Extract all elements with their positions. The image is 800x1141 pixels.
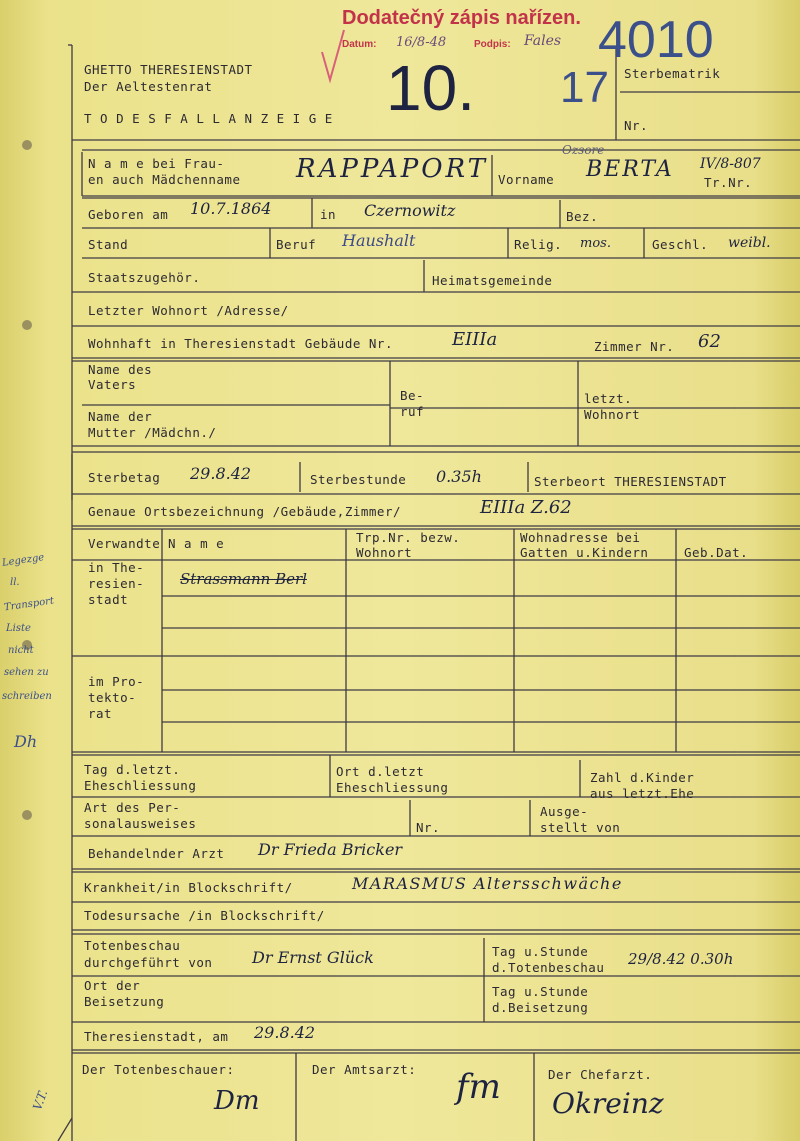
tag-beschau-label-2: d.Totenbeschau [492,960,605,975]
totenschau-label-2: durchgeführt von [84,955,213,970]
ausweis-label-2: sonalausweises [84,816,197,831]
signature-chefarzt: Okreinz [552,1087,664,1120]
name-label-1: N a m e bei Frau- [88,156,225,171]
kinder-label-2: aus letzt.Ehe [590,786,695,801]
wohnort-label: Letzter Wohnort /Adresse/ [88,303,289,318]
vater-label-2: Vaters [88,377,137,392]
margin-note-line: nicht [8,645,34,656]
stamp-datum-label: Datum: [342,39,377,50]
tag-beisetzung-label-2: d.Beisetzung [492,1000,589,1015]
margin-note-line: Legezge [1,552,45,569]
beruf-label: Beruf [276,237,317,252]
kinder-label-1: Zahl d.Kinder [590,770,695,785]
signature-amtsarzt: fm [456,1067,501,1107]
bez-label: Bez. [566,209,599,224]
header-ghetto: GHETTO THERESIENSTADT [84,62,253,77]
stamp-podpis-label: Podpis: [474,39,511,50]
ausweis-label-1: Art des Per- [84,800,181,815]
ausweis-nr-label: Nr. [416,820,441,835]
ort-label: Genaue Ortsbezeichnung /Gebäude,Zimmer/ [88,504,401,519]
wohnhaft-label: Wohnhaft in Theresienstadt Gebäude Nr. [88,336,393,351]
mutter-label-1: Name der [88,409,153,424]
surname-value: RAPPAPORT [296,154,489,184]
wohnhaft-value: EIIIa [452,329,498,350]
birthplace-value: Czernowitz [364,201,456,220]
chefarzt-label: Der Chefarzt. [548,1067,653,1082]
form-title: T O D E S F A L L A N Z E I G E [84,111,333,126]
krankheit-value: MARASMUS Altersschwäche [352,874,623,893]
tag-ehe-label-1: Tag d.letzt. [84,762,181,777]
margin-note-line: Transport [3,595,55,614]
col-verwandte: Verwandte [88,536,161,551]
section-theresienstadt-1: in The- [88,560,145,575]
section-protektorat-2: tekto- [88,690,137,705]
col-adresse-1: Wohnadresse bei [520,530,641,545]
sterbematrik-label: Sterbematrik [624,66,721,81]
transport-number-value: IV/8-807 [700,156,761,172]
col-trp-2: Wohnort [356,545,413,560]
parents-beruf-label-2: ruf [400,404,425,419]
ort-value: EIIIa Z.62 [480,497,572,518]
parents-wohnort-label-1: letzt. [584,391,633,406]
sterbematrik-nr-label: Nr. [624,118,649,133]
vorname-label: Vorname [498,172,555,187]
section-theresienstadt-2: resien- [88,576,145,591]
section-theresienstadt-3: stadt [88,592,129,607]
relative-entry-name: Strassmann Berl [180,570,307,588]
sterbetag-value: 29.8.42 [190,464,252,483]
ausgestellt-label-2: stellt von [540,820,621,835]
stamp-title: Dodatečný zápis nařízen. [342,7,581,29]
sterbestunde-value: 0.35h [436,467,482,486]
ort-ehe-label-2: Eheschliessung [336,780,449,795]
margin-note-line: schreiben [2,691,52,702]
tag-beschau-label-1: Tag u.Stunde [492,944,589,959]
place-label: Theresienstadt, am [84,1029,229,1044]
margin-note-line: Liste [6,623,31,634]
in-label: in [320,207,337,222]
header-council: Der Aeltestenrat [84,79,213,94]
sterbetag-label: Sterbetag [88,470,161,485]
signature-totenbeschauer: Dm [214,1086,260,1116]
number-top: 4010 [598,11,714,69]
totenschau-label-1: Totenbeschau [84,938,181,953]
number-big: 10. [386,52,475,124]
staat-label: Staatszugehör. [88,270,201,285]
section-protektorat-3: rat [88,706,113,721]
zimmer-label: Zimmer Nr. [594,339,675,354]
geboren-label: Geboren am [88,207,169,222]
col-trp-1: Trp.Nr. bezw. [356,530,461,545]
vorname-note: Ozsore [562,143,605,157]
tag-ehe-label-2: Eheschliessung [84,778,197,793]
ausgestellt-label-1: Ausge- [540,804,589,819]
margin-note-initials: Dh [14,732,38,751]
zimmer-value: 62 [698,331,721,352]
ursache-label: Todesursache /in Blockschrift/ [84,908,325,923]
section-protektorat-1: im Pro- [88,674,145,689]
geschl-value: weibl. [728,235,771,251]
tag-beisetzung-label-1: Tag u.Stunde [492,984,589,999]
beisetzung-label-2: Beisetzung [84,994,165,1009]
krankheit-label: Krankheit/in Blockschrift/ [84,880,293,895]
tag-beschau-value: 29/8.42 0.30h [628,950,734,968]
geboren-value: 10.7.1864 [190,199,272,218]
amtsarzt-label: Der Amtsarzt: [312,1062,417,1077]
corner-note: V.T. [30,1088,51,1112]
sterbeort-label: Sterbeort THERESIENSTADT [534,474,727,489]
col-name: N a m e [168,536,225,551]
sterbestunde-label: Sterbestunde [310,472,407,487]
parents-beruf-label-1: Be- [400,388,425,403]
ort-ehe-label-1: Ort d.letzt [336,764,425,779]
stamp-podpis-value: Fales [524,33,562,49]
arzt-value: Dr Frieda Bricker [258,840,403,859]
col-adresse-2: Gatten u.Kindern [520,545,649,560]
totenschau-value: Dr Ernst Glück [252,948,374,967]
totenbeschauer-label: Der Totenbeschauer: [82,1062,235,1077]
relig-value: mos. [580,236,611,251]
vater-label-1: Name des [88,362,153,377]
col-geb: Geb.Dat. [684,545,749,560]
margin-note-line: sehen zu [4,667,49,678]
geschl-label: Geschl. [652,237,709,252]
arzt-label: Behandelnder Arzt [88,846,225,861]
beisetzung-label-1: Ort der [84,978,141,993]
stamp-datum-value: 16/8-48 [396,35,447,50]
margin-note-line: ll. [10,577,20,588]
place-date-value: 29.8.42 [254,1023,316,1042]
transport-number-label: Tr.Nr. [704,175,753,190]
beruf-value: Haushalt [342,231,416,250]
name-label-2: en auch Mädchenname [88,172,241,187]
vorname-value: BERTA [586,157,674,182]
stand-label: Stand [88,237,129,252]
relig-label: Relig. [514,237,563,252]
heimat-label: Heimatsgemeinde [432,273,553,288]
parents-wohnort-label-2: Wohnort [584,407,641,422]
mutter-label-2: Mutter /Mädchn./ [88,425,217,440]
number-side: 17 [560,63,609,112]
